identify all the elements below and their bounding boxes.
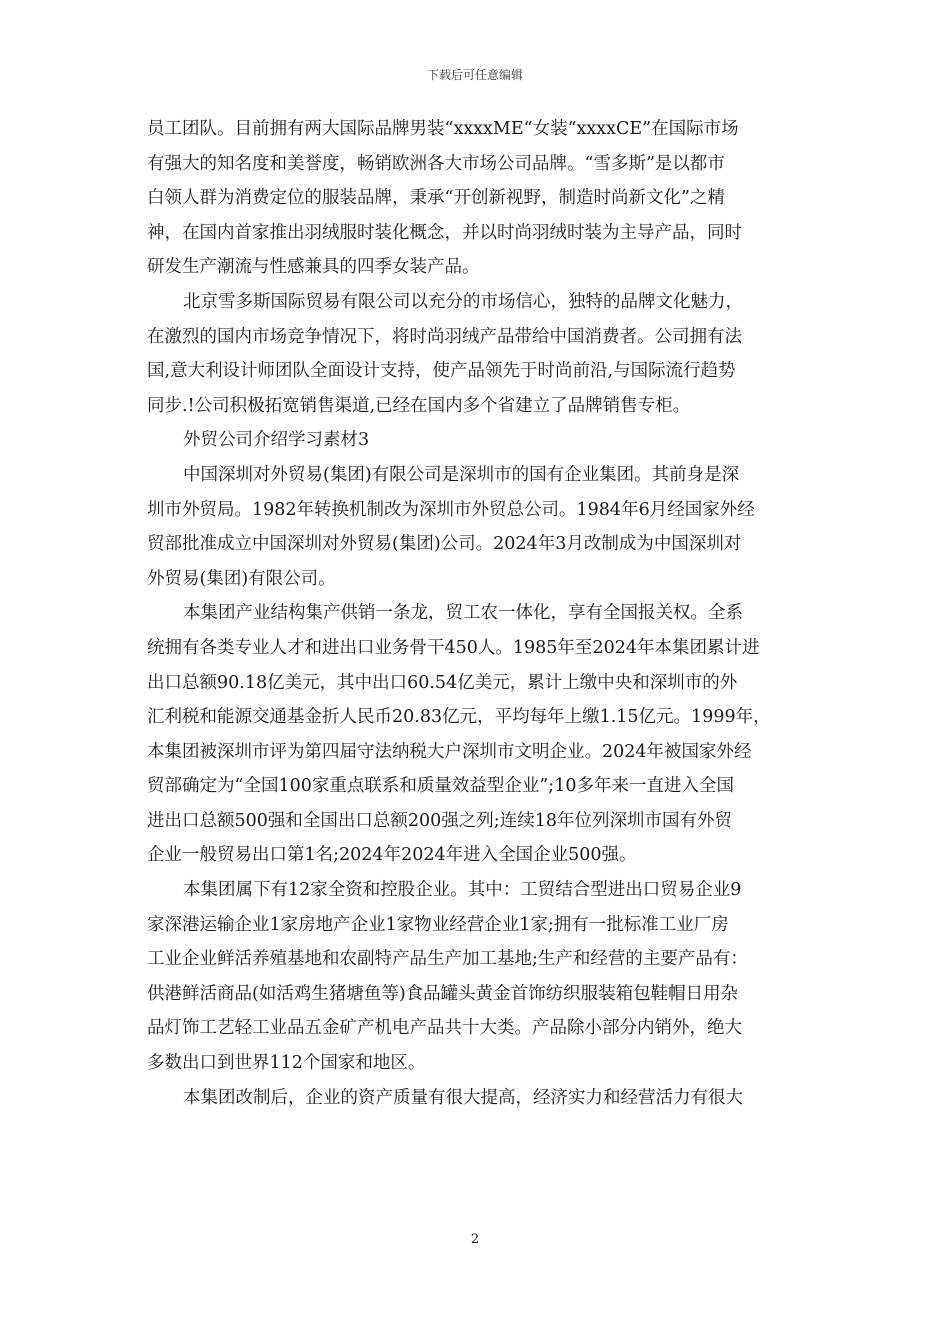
text-line: 神，在国内首家推出羽绒服时装化概念，并以时尚羽绒时装为主导产品，同时 [147,222,742,243]
text-line: 贸部确定为“全国100家重点联系和质量效益型企业”;10多年来一直进入全国 [147,776,734,797]
text-line: 多数出口到世界112个国家和地区。 [147,1053,426,1074]
text-line: 供港鲜活商品(如活鸡生猪塘鱼等)食品罐头黄金首饰纺织服装箱包鞋帽日用杂 [147,983,739,1004]
text-line: 贸部批准成立中国深圳对外贸易(集团)公司。2024年3月改制成为中国深圳对 [147,534,742,555]
text-line: 本集团产业结构集产供销一条龙，贸工农一体化，享有全国报关权。全系 [183,603,743,624]
text-line: 品灯饰工艺轻工业品五金矿产机电产品共十大类。产品除小部分内销外，绝大 [147,1018,742,1039]
text-line: 外贸公司介绍学习素材3 [183,430,370,451]
text-line: 圳市外贸局。1982年转换机制改为深圳市外贸总公司。1984年6月经国家外经 [147,499,755,520]
text-line: 中国深圳对外贸易(集团)有限公司是深圳市的国有企业集团。其前身是深 [183,464,740,485]
text-line: 有强大的知名度和美誉度，畅销欧洲各大市场公司品牌。“雪多斯”是以都市 [147,153,725,174]
page-number: 2 [470,1232,480,1247]
body-text [147,112,803,1115]
text-line: 工业企业鲜活养殖基地和农副特产品生产加工基地;生产和经营的主要产品有： [147,949,748,970]
text-line: 进出口总额500强和全国出口总额200强之列;连续18年位列深圳市国有外贸 [147,810,732,831]
text-line: 本集团被深圳市评为第四届守法纳税大户深圳市文明企业。2024年被国家外经 [147,741,752,762]
text-line: 汇利税和能源交通基金折人民币20.83亿元，平均每年上缴1.15亿元。1999年， [147,707,771,728]
text-line: 同步.!公司积极拓宽销售渠道,已经在国内多个省建立了品牌销售专柜。 [147,395,691,416]
text-line: 国,意大利设计师团队全面设计支持，使产品领先于时尚前沿,与国际流行趋势 [147,361,736,382]
text-line: 员工团队。目前拥有两大国际品牌男装“xxxxME“女装“xxxxCE”在国际市场 [147,119,739,139]
text-line: 统拥有各类专业人才和进出口业务骨干450人。1985年至2024年本集团累计进 [147,637,760,658]
page-header: 下载后可任意编辑 [426,68,523,82]
text-line: 白领人群为消费定位的服装品牌，秉承“开创新视野，制造时尚新文化”之精 [147,188,725,209]
text-line: 本集团改制后，企业的资产质量有很大提高，经济实力和经营活力有很大 [183,1087,743,1108]
text-line: 出口总额90.18亿美元，其中出口60.54亿美元，累计上缴中央和深圳市的外 [147,672,738,693]
text-line: 企业一般贸易出口第1名;2024年2024年进入全国企业500强。 [147,845,637,866]
text-line: 北京雪多斯国际贸易有限公司以充分的市场信心，独特的品牌文化魅力， [183,291,743,312]
text-line: 本集团属下有12家全资和控股企业。其中：工贸结合型进出口贸易企业9 [183,880,742,901]
text-line: 外贸易(集团)有限公司。 [147,568,336,589]
text-line: 在激烈的国内市场竞争情况下，将时尚羽绒产品带给中国消费者。公司拥有法 [147,326,742,347]
text-line: 家深港运输企业1家房地产企业1家物业经营企业1家;拥有一批标准工业厂房 [147,914,729,935]
text-line: 研发生产潮流与性感兼具的四季女装产品。 [147,257,480,278]
